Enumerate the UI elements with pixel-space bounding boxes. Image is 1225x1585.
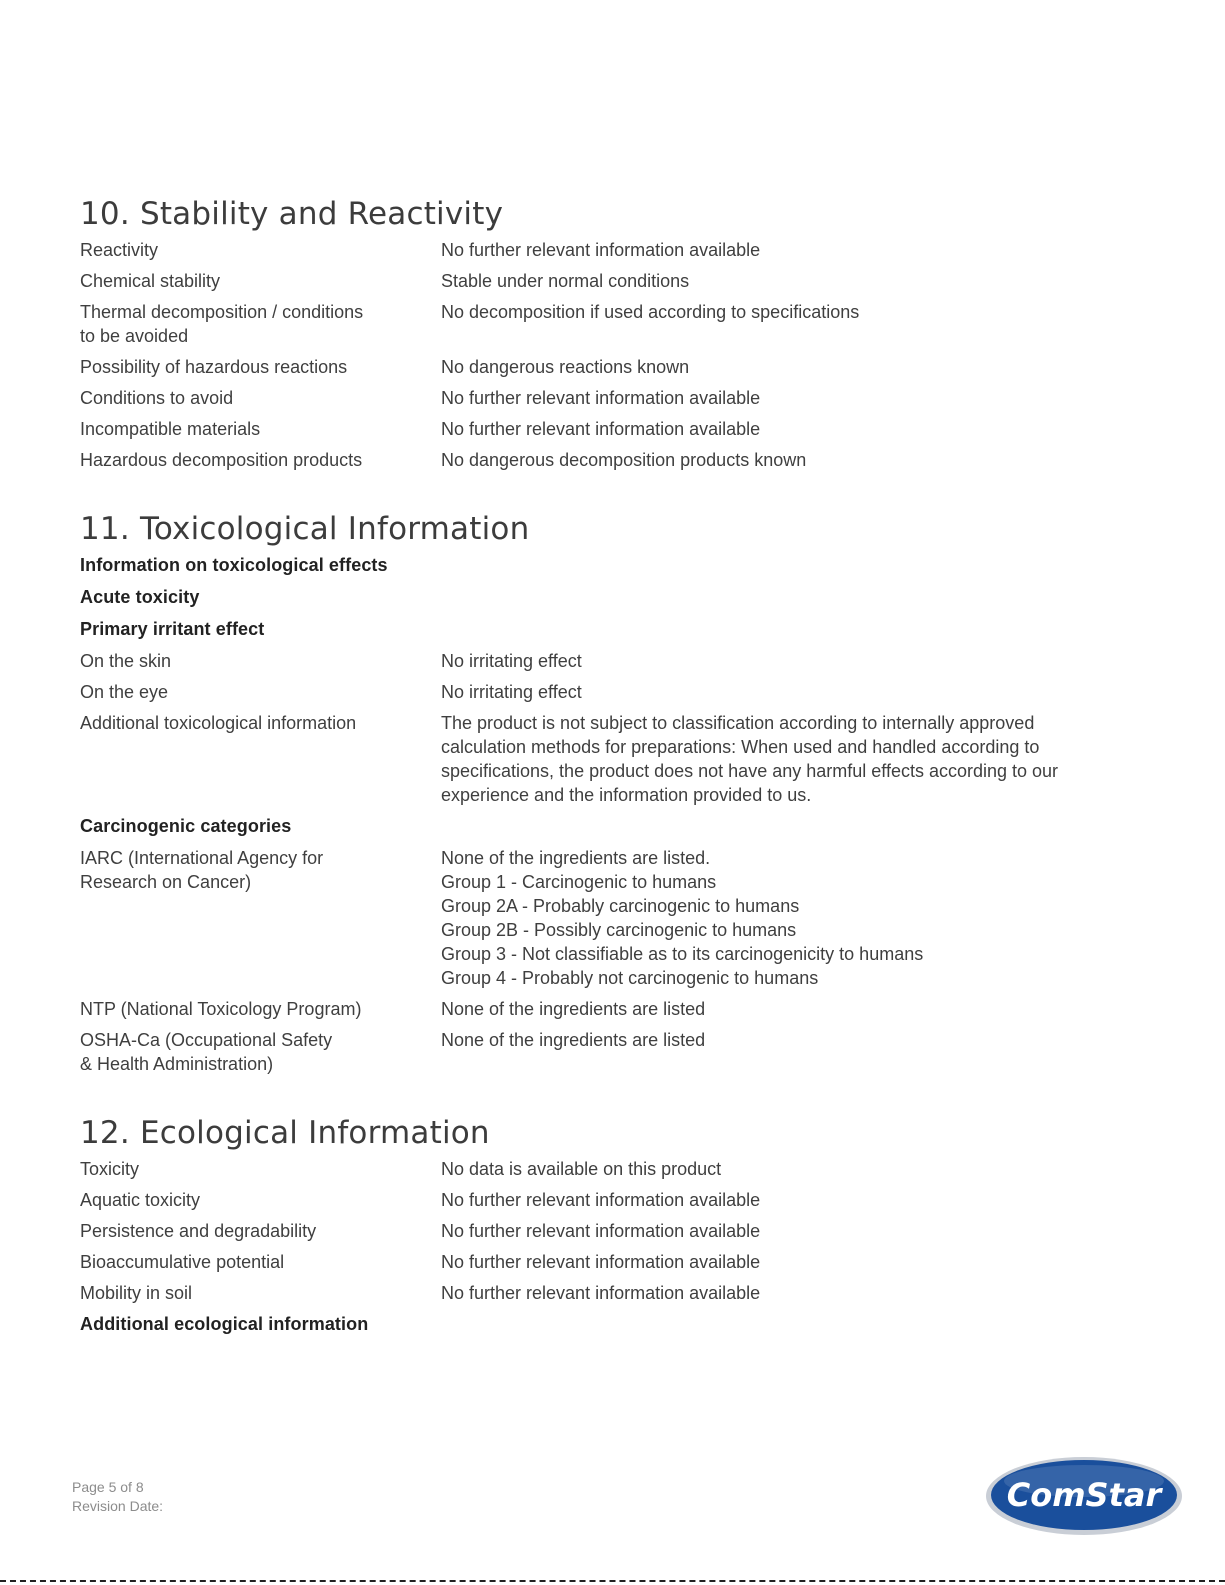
row-label: On the skin: [80, 651, 172, 671]
text-line: Group 1 - Carcinogenic to humans: [441, 872, 717, 892]
text-line: experience and the information provided to us.: [441, 785, 812, 805]
row-label: Incompatible materials: [80, 419, 261, 439]
row-value: None of the ingredients are listed: [441, 1030, 706, 1050]
row-label: [80, 300, 441, 348]
info-row: [80, 1277, 1160, 1308]
row-value: [441, 711, 1160, 807]
info-row: [80, 1024, 1160, 1079]
row-value: No irritating effect: [441, 682, 582, 702]
row-value: No further relevant information available: [441, 419, 761, 439]
row-value: [441, 846, 1160, 990]
info-row: [80, 842, 1160, 993]
info-row: [80, 234, 1160, 265]
subheading-acute-toxicity: Acute toxicity: [80, 587, 200, 607]
text-line: Group 3 - Not classifiable as to its carcinogenicity to humans: [441, 944, 924, 964]
text-line: to be avoided: [80, 326, 189, 346]
row-label: Toxicity: [80, 1159, 140, 1179]
text-line: None of the ingredients are listed.: [441, 848, 711, 868]
row-label: Bioaccumulative potential: [80, 1252, 285, 1272]
row-label: Hazardous decomposition products: [80, 450, 363, 470]
info-row: [80, 1184, 1160, 1215]
row-label: Reactivity: [80, 240, 159, 260]
row-label: Mobility in soil: [80, 1283, 193, 1303]
section-title: 12. Ecological Information: [80, 1115, 490, 1151]
rows-s11-a: [80, 645, 1160, 810]
row-label: Aquatic toxicity: [80, 1190, 201, 1210]
sds-page: [80, 196, 1160, 1376]
info-row: [80, 1215, 1160, 1246]
row-value: Stable under normal conditions: [441, 271, 690, 291]
row-label: Additional toxicological information: [80, 713, 357, 733]
row-value: No further relevant information available: [441, 1221, 761, 1241]
row-label: Possibility of hazardous reactions: [80, 357, 348, 377]
info-row: [80, 1153, 1160, 1184]
info-row: [80, 413, 1160, 444]
info-row: [80, 676, 1160, 707]
text-line: Research on Cancer): [80, 872, 252, 892]
revision-date: Revision Date:: [72, 1498, 164, 1514]
row-value: No dangerous reactions known: [441, 357, 690, 377]
logo-text: ComStar: [1006, 1476, 1162, 1514]
text-line: Group 4 - Probably not carcinogenic to humans: [441, 968, 819, 988]
row-value: No decomposition if used according to specifications: [441, 302, 860, 322]
rows-s11-b: [80, 842, 1160, 1079]
row-value: No further relevant information available: [441, 1190, 761, 1210]
info-row: [80, 382, 1160, 413]
page-number: Page 5 of 8: [72, 1479, 144, 1495]
page-footer: [72, 1478, 163, 1516]
subheading-toxicological-effects: Information on toxicological effects: [80, 555, 388, 575]
row-value: No further relevant information available: [441, 388, 761, 408]
row-value: No further relevant information available: [441, 1252, 761, 1272]
row-value: No data is available on this product: [441, 1159, 722, 1179]
row-value: No irritating effect: [441, 651, 582, 671]
row-label: Chemical stability: [80, 271, 221, 291]
row-label: On the eye: [80, 682, 169, 702]
text-line: & Health Administration): [80, 1054, 274, 1074]
row-value: No dangerous decomposition products known: [441, 450, 807, 470]
row-label: [80, 1028, 441, 1076]
row-value: None of the ingredients are listed: [441, 999, 706, 1019]
text-line: Thermal decomposition / conditions: [80, 302, 364, 322]
section-stability-reactivity: [80, 196, 1160, 475]
row-value: No further relevant information available: [441, 240, 761, 260]
text-line: calculation methods for preparations: When used and handled according to: [441, 737, 1040, 757]
text-line: specifications, the product does not have any harmful effects according to our: [441, 761, 1059, 781]
comstar-logo: [984, 1455, 1184, 1537]
row-label: Persistence and degradability: [80, 1221, 317, 1241]
section-toxicological-information: [80, 511, 1160, 1079]
text-line: Group 2A - Probably carcinogenic to humans: [441, 896, 800, 916]
info-row: [80, 993, 1160, 1024]
bottom-rule: [0, 1580, 1225, 1582]
info-row: [80, 444, 1160, 475]
text-line: The product is not subject to classification according to internally approved: [441, 713, 1035, 733]
info-row: [80, 645, 1160, 676]
subheading-carcinogenic-categories: Carcinogenic categories: [80, 816, 292, 836]
text-line: Group 2B - Possibly carcinogenic to humans: [441, 920, 797, 940]
info-row: [80, 707, 1160, 810]
info-row: [80, 351, 1160, 382]
info-row: [80, 296, 1160, 351]
rows-s10: [80, 234, 1160, 475]
info-row: [80, 265, 1160, 296]
row-value: No further relevant information available: [441, 1283, 761, 1303]
subheading-primary-irritant-effect: Primary irritant effect: [80, 619, 265, 639]
section-ecological-information: [80, 1115, 1160, 1340]
rows-s12: [80, 1153, 1160, 1308]
info-row: [80, 1246, 1160, 1277]
row-label: Conditions to avoid: [80, 388, 234, 408]
subheading-additional-ecological-information: Additional ecological information: [80, 1314, 369, 1334]
text-line: OSHA-Ca (Occupational Safety: [80, 1030, 333, 1050]
section-title: 10. Stability and Reactivity: [80, 196, 504, 232]
row-label: [80, 846, 441, 990]
section-title: 11. Toxicological Information: [80, 511, 530, 547]
row-label: NTP (National Toxicology Program): [80, 999, 362, 1019]
text-line: IARC (International Agency for: [80, 848, 324, 868]
